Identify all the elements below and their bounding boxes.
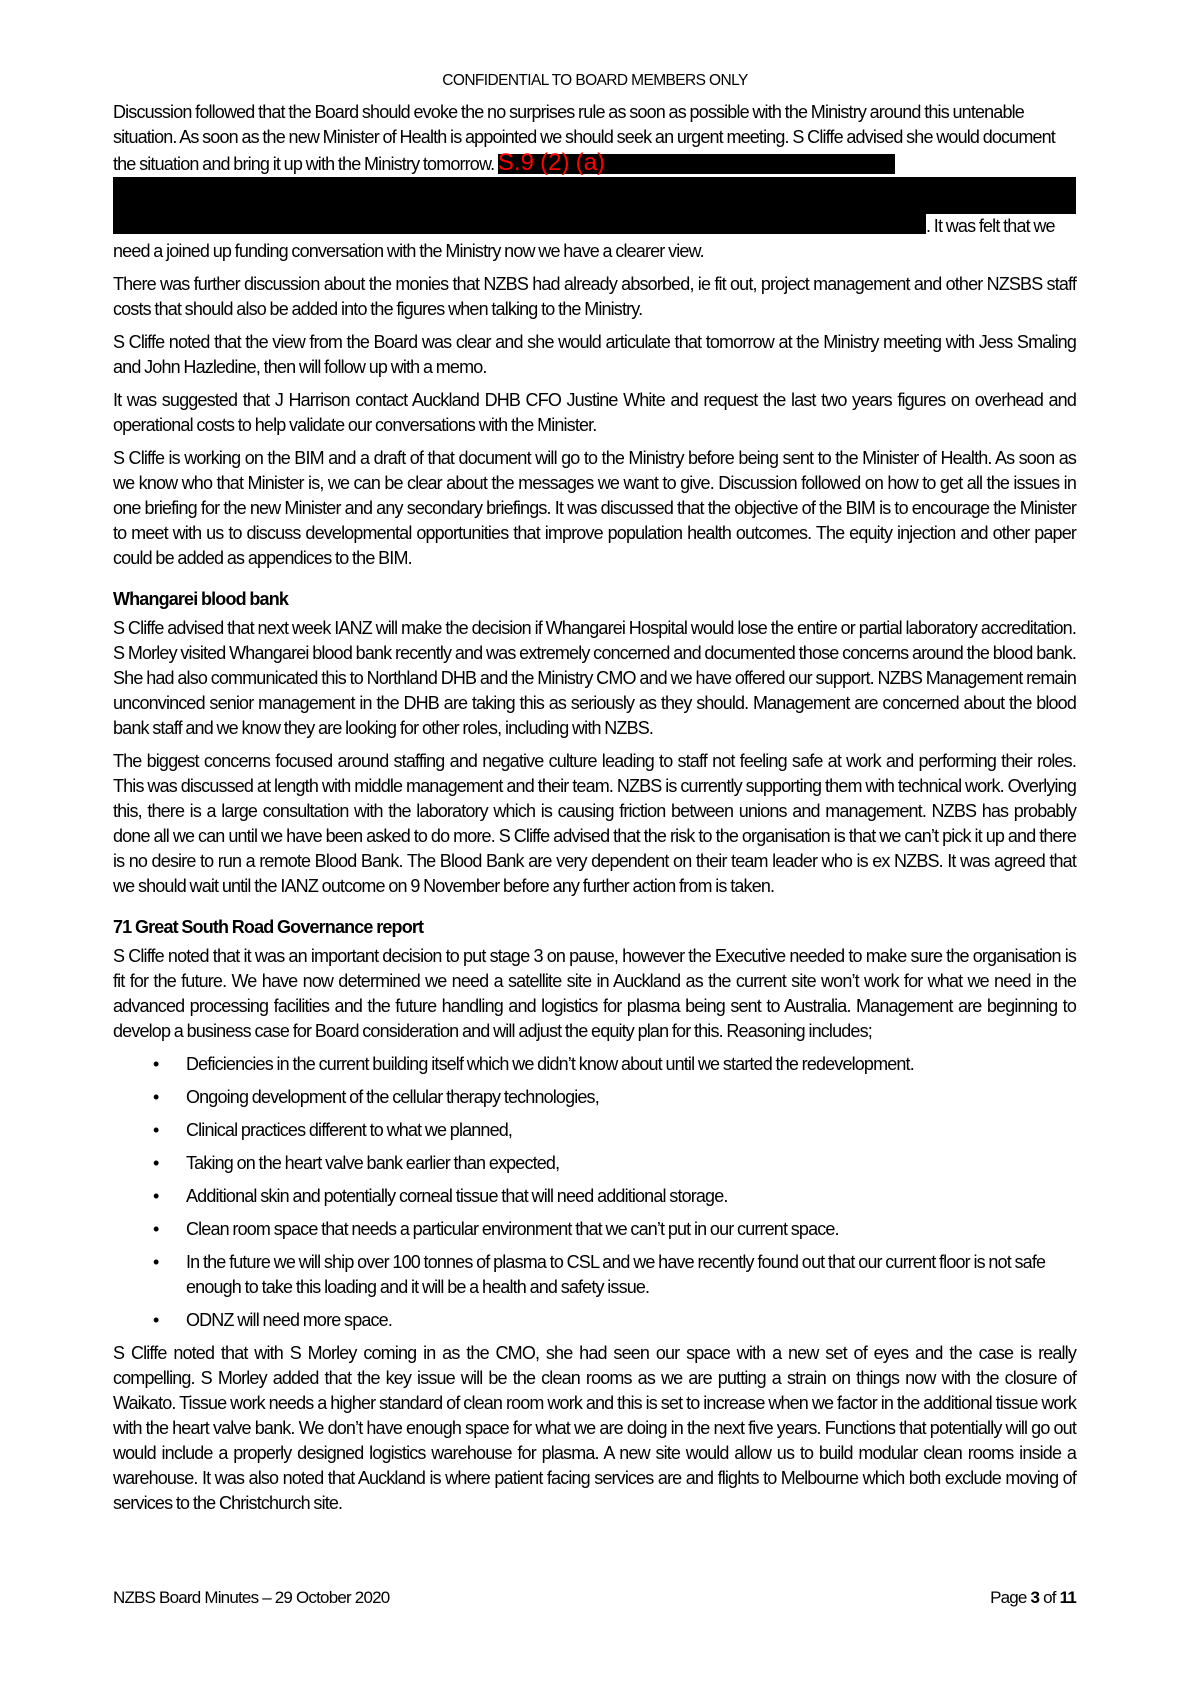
list-item-text: In the future we will ship over 100 tonnes of plasma to CSL and we have recently found out that our current floor is not safe enough to take this loading and it will be a health and safety issue. [186, 1252, 1046, 1297]
redaction-block [497, 149, 895, 176]
list-item [113, 1184, 1076, 1209]
redaction-label: S.9 (2) (a) [497, 149, 605, 176]
intro-paragraph-1-text: Discussion followed that the Board should evoke the no surprises rule as soon as possible with the Ministry around this untenable situation. As soon as the new Minister of Health is appointed we should seek an urgent meeting. S Cliffe advised she would document the situation and bring it up with the Ministry tomorrow. [113, 102, 1055, 174]
bullet-icon: • [153, 1186, 159, 1206]
list-item [113, 1308, 1076, 1333]
intro-paragraph-4: It was suggested that J Harrison contact Auckland DHB CFO Justine White and request the last two years figures on overhead and operational costs to help validate our conversations with the Minister. [113, 390, 1076, 435]
gsr-paragraph-1: S Cliffe noted that it was an important decision to put stage 3 on pause, however the Executive needed to make sure the organisation is fit for the future. We have now determined we need a satellite site in Auckland as the current site won’t work for what we need in the advanced processing facilities and the future handling and logistics for plasma being sent to Australia. Management are beginning to develop a business case for Board consideration and will adjust the equity plan for this. Reasoning includes; [113, 946, 1076, 1041]
bullet-icon: • [153, 1219, 159, 1239]
intro-paragraph-1 [113, 100, 1076, 264]
list-item [113, 1052, 1076, 1077]
redaction-block-line [113, 177, 1076, 214]
intro-paragraph-5: S Cliffe is working on the BIM and a draft of that document will go to the Ministry before being sent to the Minister of Health. As soon as we know who that Minister is, we can be clear about the messages we want to give. Discussion followed on how to get all the issues in one briefing for the new Minister and any secondary briefings. It was discussed that the objective of the BIM is to encourage the Minister to meet with us to discuss developmental opportunities that improve population health outcomes. The equity injection and other paper could be added as appendices to the BIM. [113, 448, 1076, 568]
page-current: 3 [1030, 1588, 1040, 1607]
page-number [990, 1588, 1076, 1608]
list-item-text: Clinical practices different to what we planned, [186, 1120, 513, 1140]
list-item [113, 1118, 1076, 1143]
bullet-icon: • [153, 1054, 159, 1074]
list-item-text: ODNZ will need more space. [186, 1310, 392, 1330]
list-item-text: Taking on the heart valve bank earlier than expected, [186, 1153, 560, 1173]
list-item-text: Clean room space that needs a particular environment that we can’t put in our current space. [186, 1219, 839, 1239]
redaction-block-end [113, 214, 926, 234]
bullet-icon: • [153, 1120, 159, 1140]
bullet-icon: • [153, 1252, 159, 1272]
whangarei-paragraph-1: S Cliffe advised that next week IANZ will make the decision if Whangarei Hospital would lose the entire or partial laboratory accreditation. S Morley visited Whangarei blood bank recently and was extremely concerned and documented those concerns around the blood bank. She had also communicated this to Northland DHB and the Ministry CMO and we have offered our support. NZBS Management remain unconvinced senior management in the DHB are taking this as seriously as they should. Management are concerned about the blood bank staff and we know they are looking for other roles, including with NZBS. [113, 618, 1076, 738]
list-item [113, 1151, 1076, 1176]
section-heading-whangarei: Whangarei blood bank [113, 589, 289, 609]
bullet-icon: • [153, 1087, 159, 1107]
reasoning-list [113, 1052, 1076, 1333]
bullet-icon: • [153, 1310, 159, 1330]
section-heading-great-south-road: 71 Great South Road Governance report [113, 917, 424, 937]
footer-document-title: NZBS Board Minutes – 29 October 2020 [113, 1588, 390, 1607]
intro-paragraph-3: S Cliffe noted that the view from the Board was clear and she would articulate that tomorrow at the Ministry meeting with Jess Smaling and John Hazledine, then will follow up with a memo. [113, 332, 1076, 377]
list-item [113, 1085, 1076, 1110]
document-body [113, 100, 1076, 1516]
list-item-text: Deficiencies in the current building itself which we didn’t know about until we started the redevelopment. [186, 1054, 914, 1074]
bullet-icon: • [153, 1153, 159, 1173]
confidential-header [0, 72, 1190, 90]
page-total: 11 [1059, 1588, 1076, 1607]
page-of: of [1043, 1588, 1056, 1607]
list-item-text: Additional skin and potentially corneal tissue that will need additional storage. [186, 1186, 728, 1206]
confidential-header-text: CONFIDENTIAL TO BOARD MEMBERS ONLY [442, 72, 748, 89]
list-item [113, 1217, 1076, 1242]
list-item-text: Ongoing development of the cellular therapy technologies, [186, 1087, 599, 1107]
whangarei-paragraph-2: The biggest concerns focused around staffing and negative culture leading to staff not feeling safe at work and performing their roles. This was discussed at length with middle management and their team. NZBS is currently supporting them with technical work. Overlying this, there is a large consultation with the laboratory which is causing friction between unions and management. NZBS has probably done all we can until we have been asked to do more. S Cliffe advised that the risk to the organisation is that we can’t pick it up and there is no desire to run a remote Blood Bank. The Blood Bank are very dependent on their team leader who is ex NZBS. It was agreed that we should wait until the IANZ outcome on 9 November before any further action from is taken. [113, 751, 1076, 896]
intro-paragraph-1-after-redaction: . It was felt that we need a joined up funding conversation with the Ministry now we have a clearer view. [113, 216, 1055, 261]
gsr-paragraph-2: S Cliffe noted that with S Morley coming in as the CMO, she had seen our space with a new set of eyes and the case is really compelling. S Morley added that the key issue will be the clean rooms as we are putting a strain on things now with the closure of Waikato. Tissue work needs a higher standard of clean room work and this is set to increase when we factor in the additional tissue work with the heart valve bank. We don’t have enough space for what we are doing in the next five years. Functions that potentially will go out would include a properly designed logistics warehouse for plasma. A new site would allow us to build modular clean rooms inside a warehouse. It was also noted that Auckland is where patient facing services are and flights to Melbourne which both exclude moving of services to the Christchurch site. [113, 1343, 1076, 1513]
page-footer [113, 1588, 1076, 1608]
intro-paragraph-2: There was further discussion about the monies that NZBS had already absorbed, ie fit out, project management and other NZSBS staff costs that should also be added into the figures when talking to the Ministry. [113, 274, 1076, 319]
page-prefix: Page [990, 1588, 1027, 1607]
list-item [113, 1250, 1076, 1300]
